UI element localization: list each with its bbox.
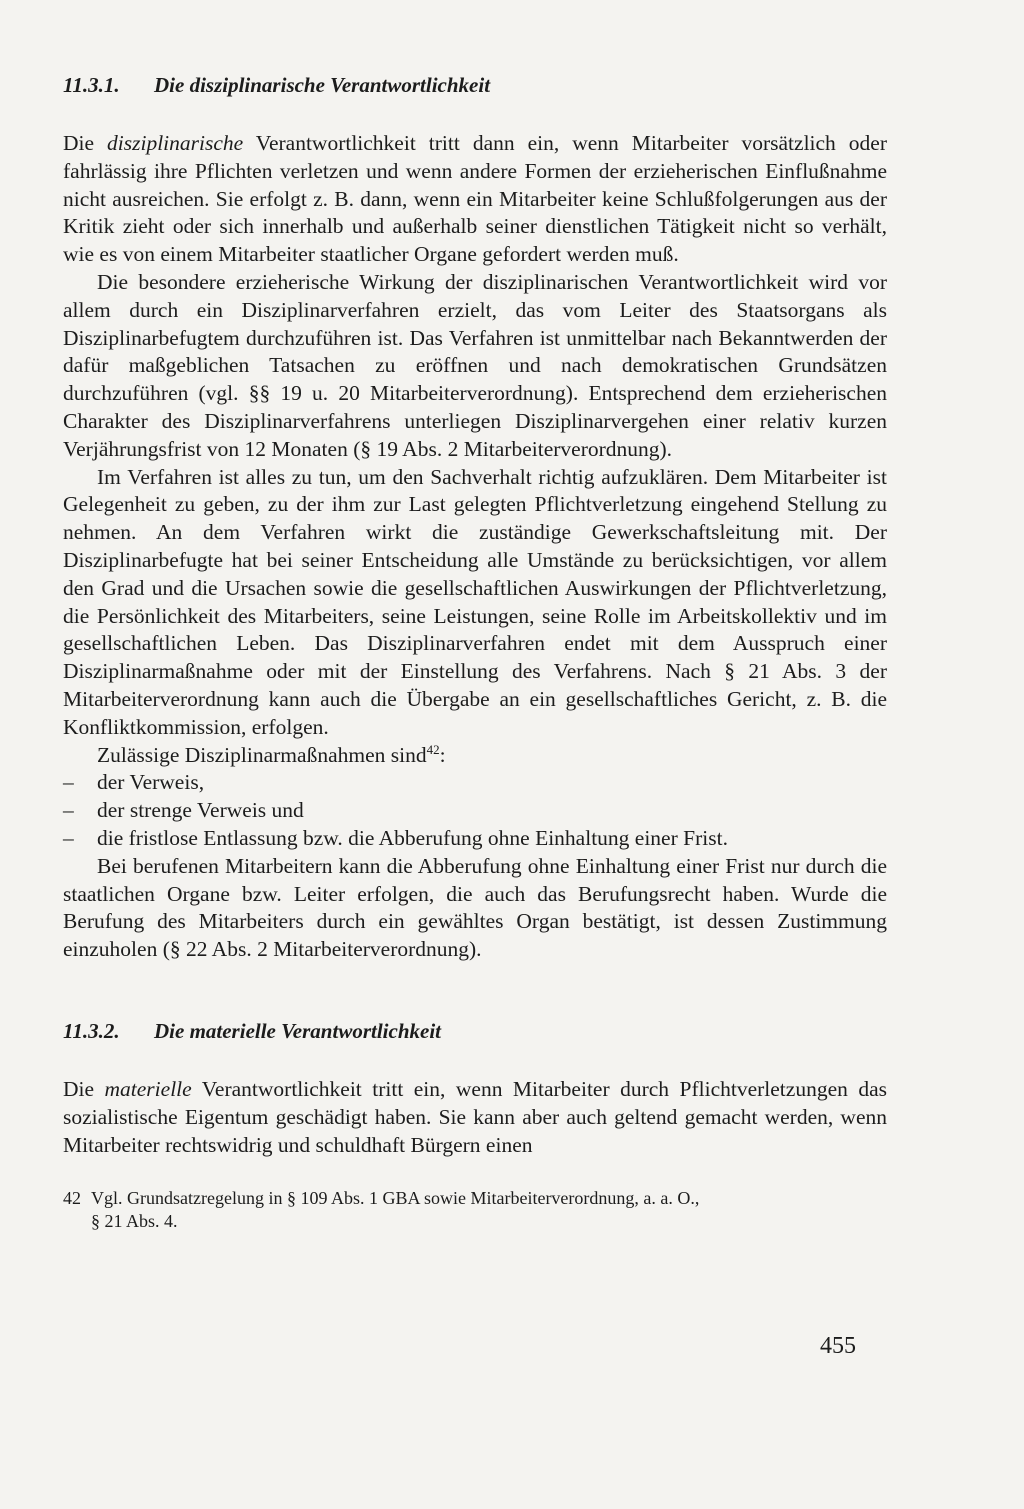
section-title: Die materielle Verantwortlichkeit: [154, 1018, 441, 1043]
emphasis-materielle: materielle: [104, 1076, 192, 1101]
footnote-number: 42: [63, 1188, 81, 1209]
dash-bullet: –: [63, 825, 74, 850]
section-heading-11-3-2: [63, 1016, 887, 1046]
list-item-text: die fristlose Entlassung bzw. die Abberufung ohne Einhaltung einer Frist.: [97, 825, 728, 850]
paragraph-text: Zulässige Disziplinarmaßnahmen sind: [97, 742, 427, 767]
section-heading-11-3-1: [63, 70, 887, 100]
list-item-text: der strenge Verweis und: [97, 798, 304, 823]
section-number: 11.3.1.: [63, 73, 120, 97]
paragraph-4: [63, 742, 887, 770]
list-item: [63, 769, 887, 797]
emphasis-disziplinarische: disziplinarische: [107, 131, 244, 155]
list-item: [63, 797, 887, 825]
section-title: Die disziplinarische Verantwortlichkeit: [154, 73, 491, 97]
paragraph-6: [63, 1076, 887, 1159]
footnote-line: § 21 Abs. 4.: [91, 1211, 178, 1232]
measures-list: [63, 769, 887, 852]
paragraph-5: Bei berufenen Mitarbeitern kann die Abberufung ohne Einhaltung einer Frist nur durch die staatlichen Organe bzw. Leiter erfolgen, die auch das Berufungsrecht haben. Wurde die Berufung des Mitarbeiters durch ein gewähltes Organ bestätigt, ist dessen Zustimmung einzuholen (§ 22 Abs. 2 Mitarbeiterverordnung).: [63, 853, 887, 962]
dash-bullet: –: [63, 770, 74, 795]
footnote-reference: 42: [426, 741, 440, 757]
paragraph-text: Die: [63, 1076, 105, 1101]
page-body: [63, 70, 887, 1233]
page-number: 455: [820, 1333, 856, 1359]
paragraph-3: Im Verfahren ist alles zu tun, um den Sachverhalt richtig aufzuklären. Dem Mitarbeiter ist Gelegenheit zu geben, zu der ihm zur Last gelegten Pflichtverletzung eingehend Stellung zu nehmen. An dem Verfahren wirkt die zuständige Gewerkschaftsleitung mit. Der Disziplinarbefugte hat bei seiner Entscheidung alle Umstände zu berücksichtigen, vor allem den Grad und die Ursachen sowie die gesellschaftlichen Auswirkungen der Pflichtverletzung, die Persönlichkeit des Mitarbeiters, seine Leistungen, seine Rolle im Arbeitskollektiv und im gesellschaftlichen Leben. Das Disziplinarverfahren endet mit dem Ausspruch einer Disziplinarmaßnahme oder mit der Einstellung des Verfahrens. Nach § 21 Abs. 3 der Mitarbeiterverordnung kann auch die Übergabe an ein gesellschaftliches Gericht, z. B. die Konfliktkommission, erfolgen.: [63, 464, 887, 739]
paragraph-text: :: [439, 742, 446, 767]
footnote-line: [63, 1187, 887, 1210]
list-item-text: der Verweis,: [97, 770, 205, 795]
paragraph-1: [63, 130, 887, 269]
list-item: [63, 825, 887, 853]
footnote-text: Vgl. Grundsatzregelung in § 109 Abs. 1 GBA sowie Mitarbeiterverordnung, a. a. O.,: [91, 1188, 700, 1209]
paragraph-text: Verantwortlichkeit tritt ein, wenn Mitarbeiter durch Pflichtverletzungen das sozialistische Eigentum geschädigt haben. Sie kann aber auch geltend gemacht werden, wenn Mitarbeiter rechtswidrig und schuldhaft Bürgern einen: [63, 1076, 887, 1157]
paragraph-text: Verantwortlichkeit tritt dann ein, wenn Mitarbeiter vorsätzlich oder fahrlässig ihre Pflichten verletzen und wenn andere Formen der erzieherischen Einflußnahme nicht ausreichen. Sie erfolgt z. B. dann, wenn ein Mitarbeiter keine Schlußfolgerungen aus der Kritik zieht oder sich innerhalb und außerhalb seiner dienstlichen Tätigkeit nicht so verhält, wie es von einem Mitarbeiter staatlicher Organe gefordert werden muß.: [63, 131, 887, 267]
paragraph-text: Die: [63, 131, 108, 155]
section-number: 11.3.2.: [63, 1018, 120, 1043]
dash-bullet: –: [63, 798, 74, 823]
footnote-42: [63, 1187, 887, 1233]
paragraph-2: Die besondere erzieherische Wirkung der disziplinarischen Verantwortlichkeit wird vor allem durch ein Disziplinarverfahren erzielt, das vom Leiter des Staatsorgans als Disziplinarbefugtem durchzuführen ist. Das Verfahren ist unmittelbar nach Bekanntwerden der dafür maßgeblichen Tatsachen zu eröffnen und nach demokratischen Grundsätzen durchzuführen (vgl. §§ 19 u. 20 Mitarbeiterverordnung). Entsprechend dem erzieherischen Charakter des Disziplinarverfahrens unterliegen Disziplinarvergehen einer relativ kurzen Verjährungsfrist von 12 Monaten (§ 19 Abs. 2 Mitarbeiterverordnung).: [63, 269, 887, 461]
